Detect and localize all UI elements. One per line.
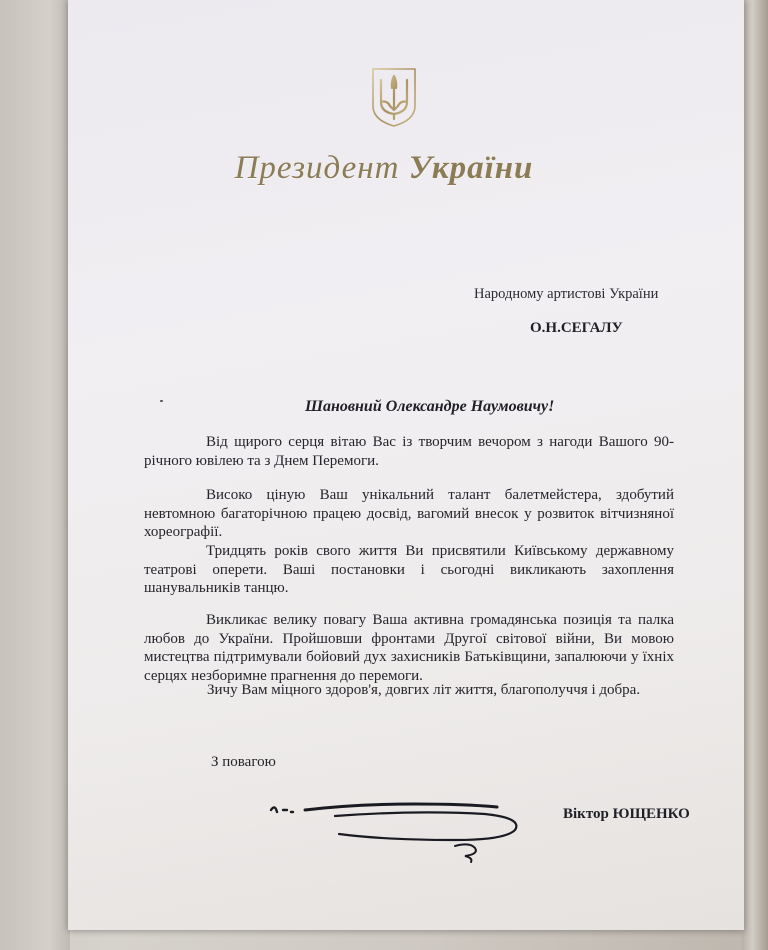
paragraph-3: [144, 542, 674, 598]
paragraph-5: [207, 681, 687, 700]
folder-right-edge: [742, 0, 768, 950]
recipient-title: Народному артистові України: [474, 286, 659, 302]
paragraph-4-text: Викликає велику повагу Ваша активна громадянська позиція та палка любов до України. Пройшовши фронтами Другої світової війни, Ви мовою мистецтва підтримували бойовий дух захисників Батьківщини, запалюючи у їхніх серцях незборимне прагнення до перемоги.: [144, 612, 674, 684]
paragraph-2-text: Високо ціную Ваш унікальний талант балетмейстера, здобутий невтомною багаторічною працею досвід, вагомий внесок у розвиток вітчизняної хореографії.: [144, 487, 674, 540]
paragraph-1: [144, 433, 674, 470]
salutation: [0, 398, 768, 416]
signature-image: [265, 790, 535, 865]
salutation-text: Шановний Олександре Наумовичу!: [305, 398, 555, 415]
folder-left-edge: [0, 0, 70, 950]
title-bold: України: [408, 150, 534, 186]
closing: З повагою: [211, 754, 276, 770]
trident-icon: [370, 66, 418, 128]
recipient-name: О.Н.СЕГАЛУ: [530, 320, 623, 336]
signer-name: Віктор ЮЩЕНКО: [563, 806, 690, 822]
paragraph-5-text: Зичу Вам міцного здоров'я, довгих літ життя, благополуччя і добра.: [207, 682, 641, 698]
paragraph-1-text: Від щирого серця вітаю Вас із творчим вечором з нагоди Вашого 90-річного ювілею та з Днем Перемоги.: [144, 434, 674, 469]
title-regular: Президент: [234, 150, 409, 186]
paragraph-2: [144, 486, 674, 542]
letterhead-title: [0, 150, 768, 187]
paragraph-3-text: Тридцять років свого життя Ви присвятили Київському державному театрові оперети. Ваші постановки і сьогодні викликають захоплення шанувальників танцю.: [144, 543, 674, 596]
paragraph-4: [144, 611, 674, 685]
